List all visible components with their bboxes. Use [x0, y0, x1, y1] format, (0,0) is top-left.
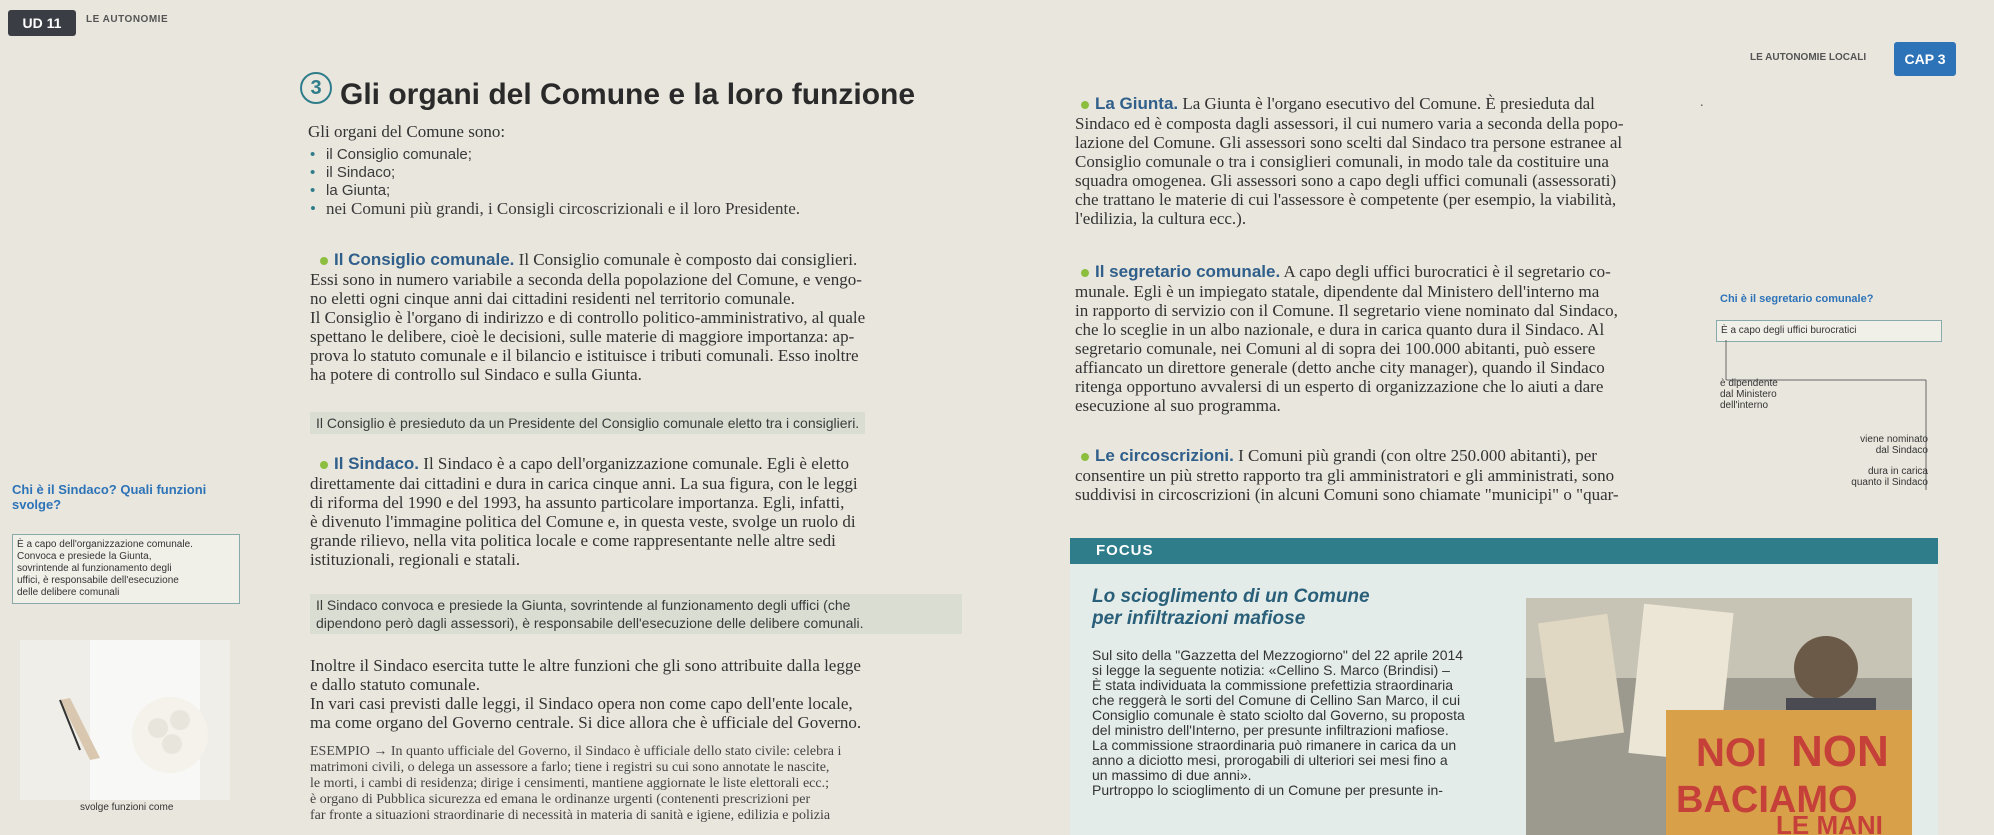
text-line: un massimo di due anni».: [1092, 767, 1252, 783]
text-line: direttamente dai cittadini e dura in carica cinque anni. La sua figura, con le leggi: [310, 474, 858, 493]
text-line: in rapporto di servizio con il Comune. Il segretario viene nominato dal Sindaco,: [1075, 301, 1618, 320]
list-item: • il Sindaco;: [308, 164, 888, 182]
text-line: ritenga opportuno avvalersi di un esperto di organizzazione che lo aiuti a dare: [1075, 377, 1604, 396]
bullet-dot: [1081, 101, 1089, 109]
text-line: sovrintende al funzionamento degli: [17, 563, 172, 574]
text-line: dura in carica: [1867, 466, 1928, 477]
text-line: quanto il Sindaco: [1851, 477, 1928, 488]
text-line: suddivisi in circoscrizioni (in alcuni Comuni sono chiamate "municipi" o "quar-: [1075, 485, 1619, 504]
sindaco-summary: [310, 594, 962, 634]
text-line: dell'interno: [1720, 400, 1769, 411]
text-line: delle delibere comunali: [17, 587, 120, 598]
text-line: che reggerà le sorti del Comune di Cellino San Marco, il cui: [1092, 692, 1461, 708]
sidebar-answer-box: [12, 534, 240, 604]
segretario-heading: Il segretario comunale.: [1095, 262, 1281, 281]
list-item: • la Giunta;: [308, 182, 888, 200]
protest-photo: [1526, 598, 1912, 835]
text-line: Lo scioglimento di un Comune: [1092, 586, 1370, 607]
text-line: dal Sindaco: [1875, 445, 1928, 456]
text-line: anno a diciotto mesi, prorogabili di ulteriori sei mesi fino a: [1092, 752, 1448, 768]
consiglio-block: [310, 250, 960, 384]
text-line: è organo di Pubblica sicurezza ed emana le ordinanze urgenti (contenenti prescrizioni per: [310, 792, 811, 807]
bullet-dot: [1081, 269, 1089, 277]
bullet-dot: [320, 461, 328, 469]
text-line: grande rilievo, nella vita politica locale e come rappresentante nelle altre sedi: [310, 531, 836, 550]
chapter-label: LE AUTONOMIE LOCALI: [1750, 52, 1867, 63]
section-title: Gli organi del Comune e la loro funzione: [340, 78, 916, 111]
segretario-dependence: [1720, 378, 1778, 411]
text-line: che lo sceglie in un albo nazionale, e dura in carica quanto dura il Sindaco. Al: [1075, 320, 1605, 339]
unit-tag: UD 11: [8, 10, 76, 36]
sindaco-heading: Il Sindaco.: [334, 454, 420, 473]
consiglio-heading: Il Consiglio comunale.: [334, 250, 515, 269]
segretario-nomination: [1828, 434, 1928, 456]
text-line: matrimoni civili, o delega un assessore a farlo; tiene i registri su cui sono annotate le nascite,: [310, 760, 830, 775]
text-line: di riforma del 1990 e del 1993, ha assunto particolare importanza. Egli, infatti,: [310, 493, 845, 512]
text-line: prova lo statuto comunale e il bilancio e istituisce i tributi comunali. Esso inoltre: [310, 346, 859, 365]
text-line: che trattano le materie di cui l'assessore è competente (per esempio, la viabilità,: [1075, 190, 1617, 209]
text-line: Chi è il Sindaco? Quali funzioni: [12, 482, 207, 497]
list-item: • il Consiglio comunale;: [308, 146, 888, 164]
text-line: viene nominato: [1860, 434, 1928, 445]
section-number: 3: [300, 72, 332, 104]
text-line: dal Ministero: [1720, 389, 1777, 400]
unit-title: LE AUTONOMIE: [86, 14, 169, 25]
text-line: Inoltre il Sindaco esercita tutte le altre funzioni che gli sono attribuite dalla legge: [310, 656, 861, 675]
consiglio-summary: Il Consiglio è presieduto da un Presidente del Consiglio comunale eletto tra i consiglieri.: [310, 412, 865, 434]
text-line: uffici, è responsabile dell'esecuzione: [17, 575, 179, 586]
sindaco-example: [310, 744, 960, 824]
text-line: È a capo dell'organizzazione comunale.: [17, 539, 193, 550]
circoscrizioni-heading: Le circoscrizioni.: [1095, 446, 1234, 465]
segretario-duration: [1818, 466, 1928, 488]
text-line: si legge la seguente notizia: «Cellino S. Marco (Brindisi) –: [1092, 662, 1450, 678]
sidebar-question: [12, 482, 242, 512]
focus-text: [1092, 648, 1502, 798]
sign-word: BACIAMO: [1676, 779, 1858, 821]
sidebar-caption: svolge funzioni come: [80, 802, 174, 813]
text-line: ma come organo del Governo centrale. Si dice allora che è ufficiale del Governo.: [310, 713, 862, 732]
text-line: Purtroppo lo scioglimento di un Comune per presunte in-: [1092, 782, 1443, 798]
text-line: In vari casi previsti dalle leggi, il Sindaco opera non come capo dell'ente locale,: [310, 694, 853, 713]
focus-label: FOCUS: [1070, 538, 1938, 564]
text-line: ESEMPIO → In quanto ufficiale del Governo, il Sindaco è ufficiale dello stato civile: celebra i: [310, 744, 842, 759]
text-line: Sindaco ed è composta dagli assessori, il cui numero varia a seconda della popo-: [1075, 114, 1624, 133]
text-line: Consiglio comunale è stato sciolto dal Governo, su proposta: [1092, 707, 1465, 723]
giunta-heading: La Giunta.: [1095, 94, 1179, 113]
text-line: Sul sito della "Gazzetta del Mezzogiorno" del 22 aprile 2014: [1092, 647, 1464, 663]
circoscrizioni-block: [1075, 446, 1695, 504]
bullet-dot: [1081, 453, 1089, 461]
text-line: e dallo statuto comunale.: [310, 675, 480, 694]
text-line: far fronte a situazioni straordinarie di necessità in materia di sanità e igiene, edilizia e polizia: [310, 808, 831, 823]
text-line: istituzionali, regionali e statali.: [310, 550, 521, 569]
sindaco-block: [310, 454, 960, 569]
text-line: squadra omogenea. Gli assessori sono a capo degli uffici comunali (assessorati): [1075, 171, 1617, 190]
text-line: l'edilizia, la cultura ecc.).: [1075, 209, 1247, 228]
text-line: le morti, i cambi di residenza; dirige i censimenti, mantiene aggiornate le liste elettorali ecc.;: [310, 776, 829, 791]
text-line: è divenuto l'immagine politica del Comune e, in questa veste, svolge un ruolo di: [310, 512, 856, 531]
page-mark: .: [1700, 95, 1704, 110]
sindaco-more: [310, 656, 960, 732]
text-line: no eletti ogni cinque anni dai cittadini residenti nel territorio comunale.: [310, 289, 795, 308]
text-line: svolge?: [12, 497, 62, 512]
text-line: La Giunta è l'organo esecutivo del Comune. È presieduta dal: [1182, 94, 1595, 113]
text-line: I Comuni più grandi (con oltre 250.000 abitanti), per: [1238, 446, 1597, 465]
text-line: ha potere di controllo sul Sindaco e sulla Giunta.: [310, 365, 642, 384]
text-line: È stata individuata la commissione prefettizia straordinaria: [1092, 677, 1454, 693]
giunta-block: [1075, 94, 1695, 228]
wedding-photo: [20, 640, 230, 800]
text-line: lazione del Comune. Gli assessori sono scelti dal Sindaco tra persone estranee al: [1075, 133, 1623, 152]
text-line: La commissione straordinaria può rimanere in carica da un: [1092, 737, 1457, 753]
list-item: • nei Comuni più grandi, i Consigli circoscrizionali e il loro Presidente.: [308, 200, 888, 218]
sign-word: LE MANI: [1776, 810, 1883, 835]
focus-title: [1092, 586, 1512, 630]
text-line: Il Sindaco convoca e presiede la Giunta, sovrintende al funzionamento degli uffici (che: [316, 597, 851, 613]
text-line: munale. Egli è un impiegato statale, dipendente dal Ministero dell'interno ma: [1075, 282, 1600, 301]
text-line: consentire un più stretto rapporto tra gli amministratori e gli amministrati, sono: [1075, 466, 1615, 485]
bullet-dot: [320, 257, 328, 265]
text-line: del ministro dell'Interno, per presunte infiltrazioni mafiose.: [1092, 722, 1449, 738]
sign-word: NOI: [1696, 731, 1768, 775]
text-line: Il Sindaco è a capo dell'organizzazione comunale. Egli è eletto: [423, 454, 849, 473]
text-line: Convoca e presiede la Giunta,: [17, 551, 152, 562]
chapter-tag: CAP 3: [1894, 42, 1956, 76]
text-line: Essi sono in numero variabile a seconda della popolazione del Comune, e vengo-: [310, 270, 862, 289]
text-line: Il Consiglio è l'organo di indirizzo e di controllo politico-amministrativo, al quale: [310, 308, 866, 327]
text-line: è dipendente: [1720, 378, 1778, 389]
text-line: Consiglio comunale o tra i consiglieri comunali, in modo tale da costituire una: [1075, 152, 1609, 171]
text-line: spettano le delibere, cioè le decisioni, sulle materie di maggiore importanza: ap-: [310, 327, 855, 346]
sign-word: NON: [1791, 727, 1889, 776]
organs-list: [308, 146, 888, 218]
segretario-block: [1075, 262, 1695, 415]
segretario-box: È a capo degli uffici burocratici: [1716, 320, 1942, 342]
text-line: Il Consiglio comunale è composto dai consiglieri.: [518, 250, 858, 269]
text-line: per infiltrazioni mafiose: [1092, 608, 1306, 629]
text-line: affiancato un direttore generale (detto anche city manager), quando il Sindaco: [1075, 358, 1605, 377]
text-line: A capo degli uffici burocratici è il segretario co-: [1283, 262, 1611, 281]
text-line: dipendono però dagli assessori), è responsabile dell'esecuzione delle delibere comunali.: [316, 615, 864, 631]
organs-intro: Gli organi del Comune sono:: [308, 122, 506, 141]
text-line: segretario comunale, nei Comuni al di sopra dei 100.000 abitanti, può essere: [1075, 339, 1596, 358]
text-line: esecuzione al suo programma.: [1075, 396, 1281, 415]
segretario-question: Chi è il segretario comunale?: [1720, 293, 1874, 305]
